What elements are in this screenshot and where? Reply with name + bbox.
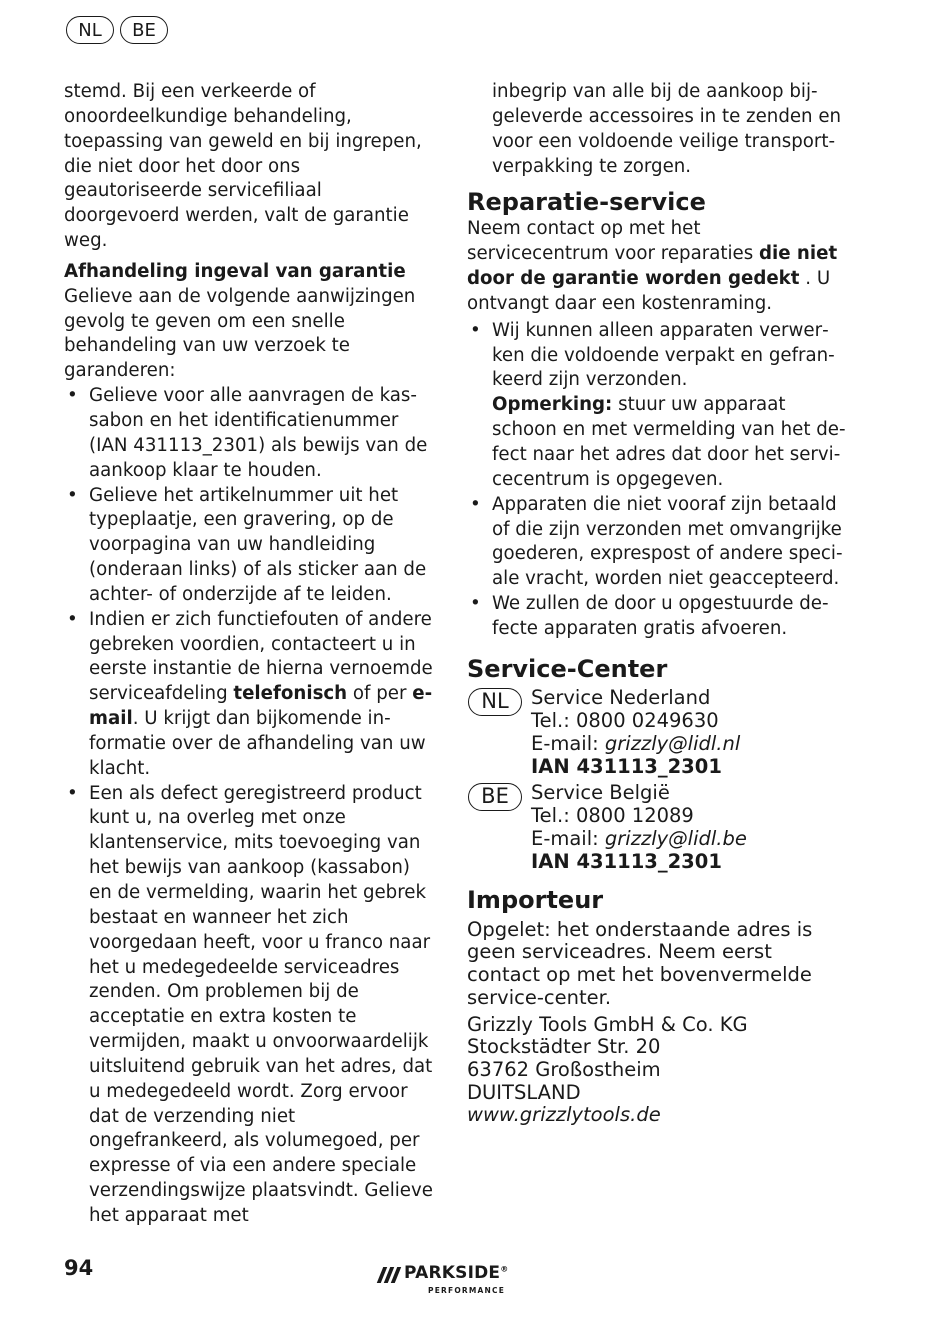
list-text: of per [347, 683, 413, 705]
list-item: • Wij kunnen alleen apparaten verwerken die voldoende verpakt en gefrankeerd zijn verzonden. Opmerking: stuur uw apparaat schoon en met vermelding van het defect naar het adres dat door het servicecentrum is opgegeven. [467, 319, 847, 493]
list-item: • Gelieve voor alle aanvragen de kassabon en het identificatienummer (IAN 431113_2301) als bewijs van de aankoop klaar te houden. [64, 384, 434, 483]
service-nl-name: Service Nederland [531, 685, 711, 709]
service-nl-block [467, 686, 847, 778]
paragraph-reparatie: Neem contact op met het servicecentrum voor reparaties die niet door de garantie worden gedekt . U ontvangt daar een kostenraming. [467, 218, 838, 314]
emphasis-opmerking: Opmerking: [492, 394, 613, 416]
logo-subtitle: PERFORMANCE [428, 1286, 506, 1295]
country-badge-nl: NL [66, 16, 114, 44]
country-badge-be: BE [120, 16, 168, 44]
heading-service-center: Service-Center [467, 654, 668, 683]
importeur-website-link[interactable]: www.grizzlytools.de [467, 1103, 661, 1127]
importeur-street: Stockstädter Str. 20 [467, 1035, 661, 1059]
service-be-block [467, 781, 847, 873]
list-item: • Gelieve het artikelnummer uit het typeplaatje, een gravering, op de voorpagina van uw handleiding (onderaan links) of als sticker aan de achter- of onderzijde af te leiden. [64, 484, 434, 608]
service-be-phone: Tel.: 0800 12089 [531, 803, 694, 827]
emphasis-niet-gedekt: die niet door de garantie worden gedekt [467, 243, 838, 290]
heading-afhandeling: Afhandeling ingeval van garantie [64, 260, 406, 282]
importeur-city: 63762 Großostheim [467, 1057, 661, 1081]
heading-reparatie-service: Reparatie-service [467, 188, 706, 217]
emphasis-telefonisch: telefonisch [233, 683, 348, 705]
service-be-name: Service België [531, 780, 670, 804]
email-link-nl[interactable]: grizzly@lidl.nl [604, 731, 741, 755]
service-nl-phone: Tel.: 0800 0249630 [531, 708, 719, 732]
importeur-country: DUITSLAND [467, 1080, 581, 1104]
paragraph-afhandeling-intro: Gelieve aan de volgende aanwijzingen gevolg te geven om een snelle behandeling van uw verzoek te garanderen: [64, 285, 416, 382]
service-be-ian: IAN 431113_2301 [531, 849, 722, 873]
importeur-note: Opgelet: het onderstaande adres is geen serviceadres. Neem eerst contact op met het bovenvermelde service-center. [467, 917, 813, 1009]
left-column [64, 80, 434, 1229]
importeur-company: Grizzly Tools GmbH & Co. KG [467, 1012, 748, 1036]
page-number: 94 [64, 1256, 94, 1280]
paragraph-warranty-void: stemd. Bij een verkeerde of onoordeelkundige behandeling, toepassing van geweld en bij ingrepen, die niet door het door ons geautoriseerde servicefiliaal doorgevoerd werden, valt de garantie weg. [64, 81, 422, 252]
emphasis-email: e-mail [89, 683, 433, 730]
list-text: . U krijgt dan bijkomende informatie over de afhandeling van uw klacht. [89, 708, 426, 779]
afhandeling-list [64, 384, 434, 1229]
paragraph-continuation: inbegrip van alle bij de aankoop bijgeleverde accessoires in te zenden en voor een voldoende veilige transportverpakking te zorgen. [492, 81, 842, 177]
country-badge-nl: NL [468, 688, 522, 716]
list-text: Indien er zich functiefouten of andere gebreken voordien, contacteert u in eerste instantie de hierna vernoemde serviceafdeling [89, 608, 433, 705]
right-column [467, 80, 847, 1127]
service-nl-email: E-mail: grizzly@lidl.nl [531, 731, 741, 755]
service-be-email: E-mail: grizzly@lidl.be [531, 826, 747, 850]
service-nl-ian: IAN 431113_2301 [531, 754, 722, 778]
email-link-be[interactable]: grizzly@lidl.be [604, 826, 747, 850]
list-item: • Een als defect geregistreerd product kunt u, na overleg met onze klantenservice, mits toevoeging van het bewijs van aankoop (kassabon) en de vermelding, waarin het gebrek bestaat en wanneer het zich voorgedaan heeft, voor u franco naar het u medegedeelde serviceadres zenden. Om problemen bij de acceptatie en extra kosten te vermijden, maakt u onvoorwaardelijk uitsluitend gebruik van het adres, dat u medegedeeld wordt. Zorg ervoor dat de verzending niet ongefrankeerd, als volumegoed, per expresse of via een andere speciale verzendingswijze plaatsvindt. Gelieve het apparaat met [64, 782, 434, 1229]
list-item [64, 608, 434, 782]
heading-importeur: Importeur [467, 885, 604, 914]
list-item: • Apparaten die niet vooraf zijn betaald of die zijn verzonden met omvangrijke goederen, exprespost of andere speciale vracht, worden niet geaccepteerd. [467, 493, 847, 592]
importeur-section [467, 919, 847, 1127]
parkside-logo [376, 1265, 526, 1299]
reparatie-list [467, 319, 847, 642]
list-item: • We zullen de door u opgestuurde defecte apparaten gratis afvoeren. [467, 592, 847, 642]
country-badge-be: BE [468, 783, 522, 811]
logo-wordmark: PARKSIDE® [404, 1263, 509, 1283]
